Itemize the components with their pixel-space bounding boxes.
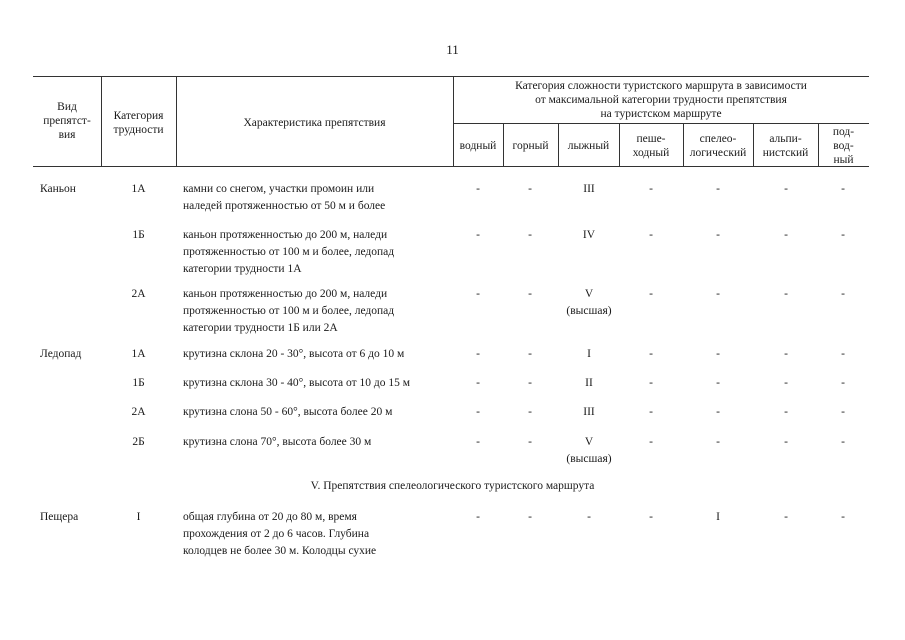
route-category-value: - bbox=[784, 377, 788, 389]
route-category-value: - bbox=[784, 406, 788, 418]
route-category-value: - bbox=[716, 348, 720, 360]
route-category-value: - bbox=[784, 511, 788, 523]
route-category-value: - bbox=[716, 406, 720, 418]
route-category-value: - bbox=[528, 377, 532, 389]
route-category-value: - bbox=[841, 183, 845, 195]
route-category-value: IV bbox=[582, 229, 596, 241]
subheader-underwater: под- вод- ный bbox=[832, 126, 855, 166]
route-category-value: - bbox=[716, 288, 720, 300]
route-category-value: - bbox=[784, 288, 788, 300]
route-category-value: - bbox=[841, 511, 845, 523]
route-category-value: - bbox=[649, 288, 653, 300]
route-category-value: - bbox=[528, 436, 532, 448]
subheader-rule bbox=[453, 123, 869, 124]
route-category-value: - bbox=[841, 229, 845, 241]
route-category-value: - bbox=[841, 436, 845, 448]
highest-note: (высшая) bbox=[566, 305, 612, 317]
page-number: 11 bbox=[446, 42, 459, 57]
route-category-value: - bbox=[476, 511, 480, 523]
characteristic-line: общая глубина от 20 до 80 м, время bbox=[183, 511, 357, 523]
difficulty-category: 1Б bbox=[132, 377, 145, 389]
header-type: Вид препятст- вия bbox=[43, 101, 91, 141]
characteristic-line: протяженностью от 100 м и более, ледопад bbox=[183, 305, 395, 317]
route-category-value: - bbox=[476, 288, 480, 300]
route-category-value: - bbox=[649, 183, 653, 195]
characteristic-line: камни со снегом, участки промоин или bbox=[183, 183, 375, 195]
route-category-value: - bbox=[476, 183, 480, 195]
route-category-value: - bbox=[841, 377, 845, 389]
route-category-value: - bbox=[841, 348, 845, 360]
route-category-value: III bbox=[583, 183, 595, 195]
subheader-ski: лыжный bbox=[567, 140, 610, 152]
route-category-value: - bbox=[716, 436, 720, 448]
route-category-value: - bbox=[528, 511, 532, 523]
characteristic-line: крутизна слона 70°, высота более 30 м bbox=[183, 436, 372, 448]
header-top-rule bbox=[33, 76, 869, 77]
characteristic-line: крутизна склона 20 - 30°, высота от 6 до 10 м bbox=[183, 348, 405, 360]
route-category-value: V bbox=[584, 436, 594, 448]
subheader-speleo: спелео- логический bbox=[689, 133, 747, 159]
characteristic-line: категории трудности 1Б или 2А bbox=[183, 322, 338, 334]
route-category-value: - bbox=[476, 406, 480, 418]
difficulty-category: 2Б bbox=[132, 436, 145, 448]
route-category-value: - bbox=[649, 377, 653, 389]
difficulty-category: 1А bbox=[131, 183, 146, 195]
subheader-alpine: альпи- нистский bbox=[762, 133, 809, 159]
route-category-value: - bbox=[784, 348, 788, 360]
route-category-value: - bbox=[649, 229, 653, 241]
route-category-value: - bbox=[784, 183, 788, 195]
characteristic-line: крутизна слона 50 - 60°, высота более 20 м bbox=[183, 406, 393, 418]
route-category-value: - bbox=[649, 436, 653, 448]
route-category-value: - bbox=[649, 348, 653, 360]
route-category-value: - bbox=[476, 377, 480, 389]
route-category-value: - bbox=[716, 229, 720, 241]
difficulty-category: 2А bbox=[131, 406, 146, 418]
characteristic-line: категории трудности 1А bbox=[183, 263, 302, 275]
difficulty-category: 2А bbox=[131, 288, 146, 300]
route-category-value: - bbox=[476, 436, 480, 448]
difficulty-category: 1Б bbox=[132, 229, 145, 241]
characteristic-line: крутизна склона 30 - 40°, высота от 10 до 15 м bbox=[183, 377, 411, 389]
characteristic-line: прохождения от 2 до 6 часов. Глубина bbox=[183, 528, 370, 540]
difficulty-category: 1А bbox=[131, 348, 146, 360]
characteristic-line: наледей протяженностью от 50 м и более bbox=[183, 200, 386, 212]
route-category-value: - bbox=[528, 288, 532, 300]
characteristic-line: каньон протяженностью до 200 м, наледи bbox=[183, 229, 388, 241]
route-category-value: I bbox=[587, 348, 591, 360]
route-category-value: - bbox=[528, 183, 532, 195]
route-category-value: - bbox=[784, 436, 788, 448]
obstacle-type: Ледопад bbox=[40, 348, 82, 360]
subheader-mountain: горный bbox=[512, 140, 549, 152]
header-characteristic: Характеристика препятствия bbox=[243, 117, 386, 129]
route-category-value: - bbox=[528, 229, 532, 241]
route-category-value: - bbox=[476, 348, 480, 360]
obstacle-type: Пещера bbox=[40, 511, 79, 523]
route-category-value: - bbox=[528, 406, 532, 418]
route-category-value: - bbox=[476, 229, 480, 241]
header-category: Категория трудности bbox=[113, 110, 164, 136]
difficulty-category: I bbox=[136, 511, 141, 523]
header-group: Категория сложности туристского маршрута в зависимости от максимальной категории трудности препятствия на туристском маршруте bbox=[515, 80, 807, 120]
route-category-value: - bbox=[649, 511, 653, 523]
route-category-value: I bbox=[716, 511, 720, 523]
route-category-value: III bbox=[583, 406, 595, 418]
route-category-value: - bbox=[716, 183, 720, 195]
route-category-value: - bbox=[587, 511, 591, 523]
highest-note: (высшая) bbox=[566, 453, 612, 465]
characteristic-line: протяженностью от 100 м и более, ледопад bbox=[183, 246, 395, 258]
characteristic-line: колодцев не более 30 м. Колодцы сухие bbox=[183, 545, 377, 557]
route-category-value: - bbox=[649, 406, 653, 418]
route-category-value: - bbox=[841, 406, 845, 418]
route-category-value: - bbox=[528, 348, 532, 360]
route-category-value: II bbox=[585, 377, 593, 389]
section-title: V. Препятствия спелеологического туристского маршрута bbox=[310, 480, 595, 492]
subheader-water: водный bbox=[459, 140, 497, 152]
route-category-value: - bbox=[716, 377, 720, 389]
route-category-value: - bbox=[784, 229, 788, 241]
header-bottom-rule bbox=[33, 166, 869, 167]
subheader-hiking: пеше- ходный bbox=[632, 133, 670, 159]
route-category-value: - bbox=[841, 288, 845, 300]
characteristic-line: каньон протяженностью до 200 м, наледи bbox=[183, 288, 388, 300]
route-category-value: V bbox=[584, 288, 594, 300]
obstacle-type: Каньон bbox=[40, 183, 76, 195]
